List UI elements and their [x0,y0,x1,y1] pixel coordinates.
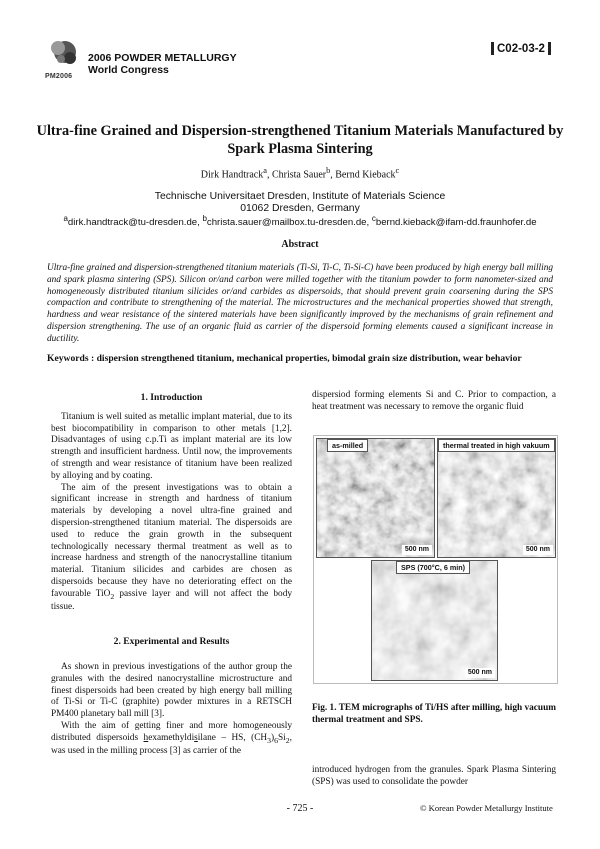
email-sup: a [63,214,68,223]
exp-paragraph-1: As shown in previous investigations of the author group the granules with the desired nanocrystalline microstructure and finest dispersoids had been created by high energy ball milling of Ti-Si or Ti-C (graphite) powder mixtures in a RETSCH PM400 planetary ball mill [3]. [51,662,292,720]
exp-p2-b: examethyldi [148,732,195,743]
keywords-label: Keywords : [47,353,95,364]
abstract-text: Ultra-fine grained and dispersion-strengthened titanium materials (Ti-Si, Ti-C, Ti-Si-C) have been produced by high energy ball milling and spark plasma sintering (SPS). Silicon or/and carbon were milled together with the titanium powder to form nanometer-sized and homogeneously distributed titanium silicides or/and carbides as dispersoids, that should prevent grain coarsening during the SPS compaction and contribute to strengthening of the material. The microstructures and the mechanical properties showed that strength, hardness and wear resistance of the sintered materials have been significantly improved by the mechanisms of grain refinement and dispersion strengthening. The use of an organic fluid as carrier of the dispersoid forming elements caused a significant increase in ductility. [47,263,553,344]
author-sup: a [263,166,267,175]
email-link[interactable]: dirk.handtrack@tu-dresden.de [67,217,198,229]
right-column-top [312,390,556,414]
logo-text: PM2006 [45,73,73,80]
author-sup: c [395,166,400,175]
panel-label-sps: SPS (700°C, 6 min) [396,561,470,574]
exp-p2-h: h [143,732,149,743]
exp-paragraph-2 [51,721,292,758]
page-number: - 725 - [286,803,314,814]
author-name: Bernd Kieback [335,169,396,181]
micrograph-as-milled [316,438,435,558]
micrograph-thermal-treated-image [438,439,555,557]
right-column-bottom [312,765,556,789]
code-bar-right [548,42,551,55]
experimental-heading: 2. Experimental and Results [113,636,230,648]
copyright-notice: © Korean Powder Metallurgy Institute [420,803,553,813]
intro-paragraph-2 [51,483,292,615]
exp-p2-f: , was used in the milling process [3] as carrier of the [51,732,292,757]
author-name: Christa Sauer [271,169,327,181]
pm2006-logo-icon [45,38,81,78]
intro-paragraph-1: Titanium is well suited as metallic implant material, due to its best biocompatibility in comparison to other metals [1,2]. Disadvantages of using c.p.Ti as implant material are its low strength and insufficient hardness. Until now, the improvements of strength and wear resistance of titanium have been realized by alloying and by coating. [51,411,292,481]
keywords-line [47,353,553,364]
email-sup: b [202,214,207,223]
author-sup: b [326,166,331,175]
right-paragraph-2: introduced hydrogen from the granules. Spark Plasma Sintering (SPS) was used to consolidate the powder [312,765,556,787]
author-name: Dirk Handtrack [200,169,264,181]
scale-bar-label: 500 nm [523,545,553,555]
intro-heading: 1. Introduction [140,392,203,403]
micrograph-thermal-treated [437,438,556,558]
conference-title: 2006 POWDER METALLURGY [88,52,237,64]
keywords-text: dispersion strengthened titanium, mechanical properties, bimodal grain size distribution, wear behavior [96,353,522,364]
author-list: Dirk Handtrack$^a$, Christa Sauer$^b$, Bernd Kieback$^c$ [200,166,400,181]
email-sup: c [371,214,376,223]
micrograph-as-milled-image [317,439,434,557]
intro-p2-sub: 2 [110,591,115,601]
email-link[interactable]: bernd.kieback@ifam-dd.fraunhofer.de [375,217,537,229]
code-bar-left [491,42,494,55]
affiliation-line2: 01062 Dresden, Germany [240,203,360,214]
affiliation-line1: Technische Universitaet Dresden, Institute of Materials Science [154,191,446,202]
right-paragraph-1: dispersiod forming elements Si and C. Prior to compaction, a heat treatment was necessary to remove the organic fluid [312,390,556,412]
exp-p2-s: s [194,732,198,743]
abstract-heading: Abstract [281,239,319,250]
scale-bar-label: 500 nm [402,545,432,555]
paper-code [491,42,551,55]
micrograph-sps [371,560,498,681]
exp-p2-c: ilane – HS, (CH [197,732,268,743]
paper-title: Ultra-fine Grained and Dispersion-strengthened Titanium Materials Manufactured by Spark Plasma Sintering [36,123,564,157]
email-link[interactable]: christa.sauer@mailbox.tu-dresden.de [206,217,367,229]
figure-caption: Fig. 1. TEM micrographs of Ti/HS after milling, high vacuum thermal treatment and SPS. [312,703,556,725]
exp-p2-d: ) [271,732,275,743]
intro-p2-text-a: The aim of the present investigations was to obtain a significant increase in strength and hardness of titanium materials by developing a novel ultra-fine grained and dispersion-strengthened titanium material. The dispersoids are used to reduce the grain growth in the subsequent technologically necessary thermal treatment as well as to increase hardness and strength of the nanocrystalline titanium material. Titanium silicides and carbides are chosen as dispersoids because they have no deteriorating effect on the favourable TiO [51,482,292,599]
conference-subtitle: World Congress [88,64,169,76]
panel-label-as-milled: as-milled [327,439,368,452]
exp-p2-sub1: 3 [267,735,272,745]
author-emails: $^a$dirk.handtrack@tu-dresden.de, $^b$christa.sauer@mailbox.tu-dresden.de, $^c$bernd.kieback@ifam-dd.fraunhofer.de [63,214,537,229]
exp-p2-a: With the aim of getting finer and more homogeneously distributed dispersoids [51,720,292,743]
micrograph-sps-image [372,561,497,680]
left-column [51,392,292,758]
exp-p2-e: Si [278,732,286,743]
panel-label-thermal-treated: thermal treated in high vakuum [438,439,555,452]
scale-bar-label: 500 nm [465,668,495,678]
figure-1 [313,435,558,684]
exp-p2-sub3: 2 [285,735,290,745]
paper-code-text: C02-03-2 [497,42,545,55]
intro-p2-text-b: passive layer and will not affect the body tissue. [51,588,292,613]
exp-p2-sub2: 6 [274,735,279,745]
